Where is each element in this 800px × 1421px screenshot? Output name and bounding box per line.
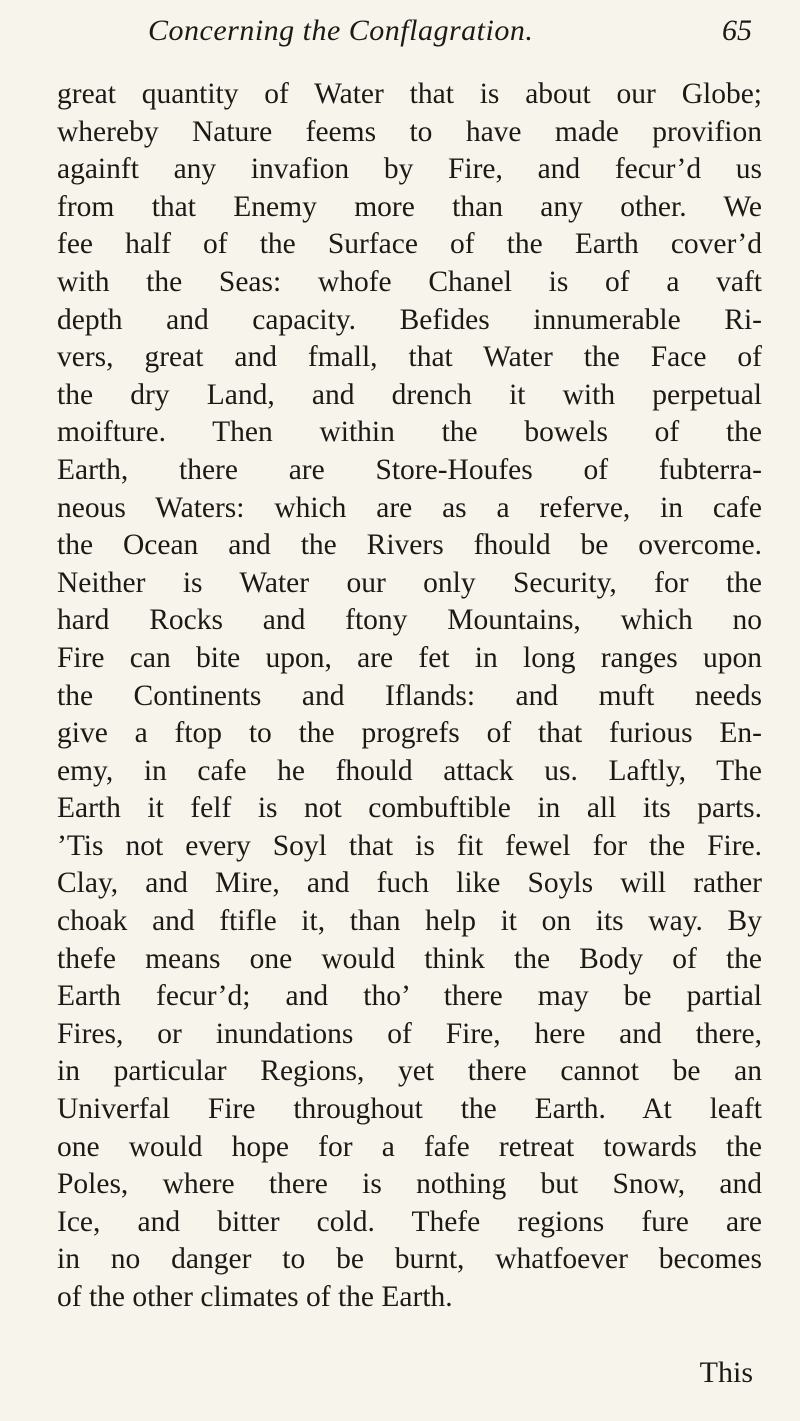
text-line: whereby Nature feems to have made provifion [57,115,762,148]
text-line: vers, great and fmall, that Water the Face of [57,341,762,374]
text-line: Earth, there are Store-Houfes of fubterra- [57,453,762,486]
page-number: 65 [722,14,752,47]
text-line: depth and capacity. Befides innumerable Ri- [57,303,762,336]
text-line: in no danger to be burnt, whatfoever becomes [57,1243,762,1276]
text-line: in particular Regions, yet there cannot be an [57,1055,762,1088]
text-line: Fires, or inundations of Fire, here and there, [57,1017,762,1050]
text-line: ’Tis not every Soyl that is fit fewel for the Fire. [57,829,762,862]
text-line: Clay, and Mire, and fuch like Soyls will rather [57,867,762,900]
text-line: moifture. Then within the bowels of the [57,416,762,449]
body-text [57,76,762,1317]
text-line: neous Waters: which are as a referve, in cafe [57,491,762,524]
text-line: againft any invafion by Fire, and fecur’d us [57,153,762,186]
text-line: the dry Land, and drench it with perpetual [57,378,762,411]
text-line: fee half of the Surface of the Earth cover’d [57,228,762,261]
text-line: choak and ftifle it, than help it on its way. By [57,905,762,938]
text-line: of the other climates of the Earth. [57,1281,453,1313]
text-line: Earth fecur’d; and tho’ there may be partial [57,980,762,1013]
text-line: Ice, and bitter cold. Thefe regions fure are [57,1205,762,1238]
text-line: Neither is Water our only Security, for the [57,566,762,599]
text-line: Univerfal Fire throughout the Earth. At leaft [57,1093,762,1126]
text-line: thefe means one would think the Body of the [57,942,762,975]
text-line: the Ocean and the Rivers fhould be overcome. [57,529,762,562]
text-line: give a ftop to the progrefs of that furious En- [57,717,762,750]
text-line: from that Enemy more than any other. We [57,190,762,223]
text-line: great quantity of Water that is about our Globe; [57,78,762,110]
text-line: one would hope for a fafe retreat towards the [57,1130,762,1163]
text-line: Earth it felf is not combuftible in all its parts. [57,792,762,825]
text-line: emy, in cafe he fhould attack us. Laftly, The [57,754,762,787]
text-line: with the Seas: whofe Chanel is of a vaft [57,265,762,298]
text-line: Poles, where there is nothing but Snow, and [57,1168,762,1201]
catchword: This [699,1356,753,1389]
text-line: the Continents and Iflands: and muft needs [57,679,762,712]
running-head: Concerning the Conflagration. [148,14,534,47]
text-line: Fire can bite upon, are fet in long ranges upon [57,641,762,674]
text-line: hard Rocks and ftony Mountains, which no [57,604,762,637]
